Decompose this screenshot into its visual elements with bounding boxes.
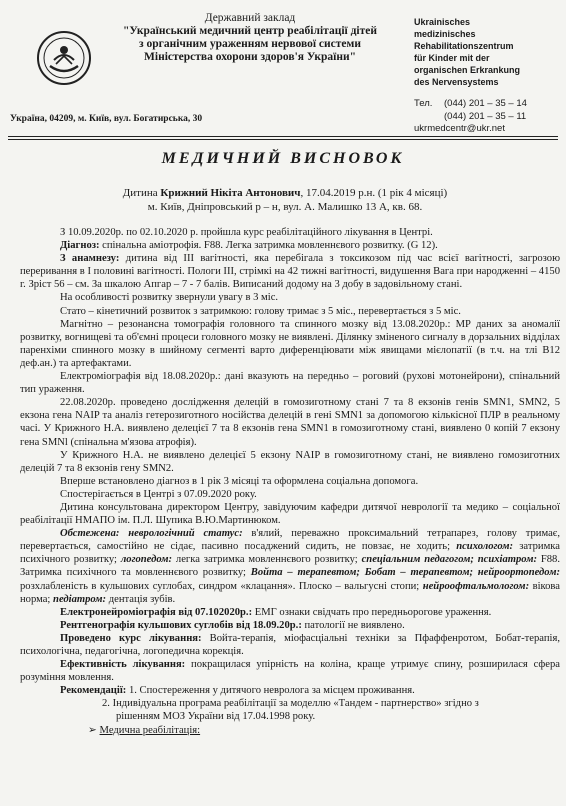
tel-1: (044) 201 – 35 – 14 (444, 98, 527, 109)
diagnosis-text: спінальна аміотрофія. F88. Легка затримка мовленнєвого розвитку. (G 12). (99, 240, 438, 252)
de-line: medizinisches (414, 29, 476, 39)
de-line: Ukrainisches (414, 17, 471, 27)
exam-label: Обстежена: (60, 528, 120, 540)
logo-text: легка затримка мовленнєвого розвитку; (172, 554, 358, 566)
anamnesis-label: З анамнезу: (60, 253, 120, 265)
neuroorth-label: нейроортопедом: (477, 567, 560, 579)
recommendation-2-line-2: рішенням МОЗ України від 17.04.1998 року. (116, 711, 316, 723)
consultation: Дитина консультована директором Центру, завідуючим кафедри дитячої неврології та медико – соціальної реабілітації НМАПО ім. П.Л. Шупика В.Ю.Мартинюком. (20, 501, 560, 527)
org-line-4: Міністерства охорони здоров'я України" (144, 51, 356, 63)
course-text: Войта-терапія, міофасціальні техніки за Пфаффенротом, Бобат-терапія, психологічна, педагогічна, логопедична корекція. (20, 632, 560, 657)
effectiveness-label: Ефективність лікування: (60, 659, 186, 671)
de-line: organischen Erkrankung (414, 65, 521, 75)
contact-block (414, 98, 527, 136)
header-divider (8, 136, 558, 137)
xray-text: патології не виявлено. (301, 619, 405, 631)
arrow-bullet-icon: ➢ (88, 724, 97, 736)
de-line: des Nervensystems (414, 77, 499, 87)
org-line-1: Державний заклад (204, 12, 296, 24)
psychiat-label: психіатром: (477, 554, 537, 566)
course-dates: З 10.09.2020р. по 02.10.2020 р. пройшла курс реабілітаційного лікування в Центрі. (60, 227, 433, 238)
development-note: На особливості розвитку звернули увагу в 3 міс. (60, 292, 279, 304)
org-name-german (414, 16, 560, 88)
psych-text: затримка психічного розвитку; (20, 541, 560, 566)
header-divider-thin (8, 139, 558, 140)
stato-kinetic: Стато – кінетичний розвиток з затримкою: голову тримає з 5 міс., перевертається з 5 міс. (60, 305, 461, 317)
first-diagnosis: Вперше встановлено діагноз в 1 рік 3 місяці та оформлена соціальна допомога. (60, 475, 419, 487)
bobath-label: Бобат – терапевтом; (364, 567, 473, 579)
tel-label: Тел. (414, 98, 433, 109)
email: ukrmedcentr@ukr.net (414, 123, 505, 134)
org-line-2: "Український медичний центр реабілітації дітей (123, 25, 377, 37)
spec-label: спеціальним педагогом; (361, 554, 474, 566)
org-name-block (100, 12, 400, 64)
enmg-text: ЕМГ ознаки свідчать про передньороговe ураження. (252, 606, 492, 618)
neuroorth-text: розхлабленість в кульшових суглобах, синдром «клацання». Плоско – вальгусні стопи; (20, 580, 420, 592)
patient-prefix: Дитина (122, 187, 158, 199)
ped-label: педіатром: (53, 593, 107, 605)
address: Україна, 04209, м. Київ, вул. Богатирська, 30 (10, 114, 203, 124)
recommendations-label: Рекомендації: (60, 685, 127, 697)
recommendation-2-cont (20, 710, 560, 723)
xray-label: Рентгенографія кульшових суглобів від 18.09.20р.: (60, 619, 302, 631)
patient-name: Крижний Нікіта Антонович (160, 187, 301, 199)
recommendation-2 (20, 697, 560, 710)
vojta-label: Войта – терапевтом; (250, 567, 360, 579)
anamnesis-text: дитина від ІІІ вагітності, яка перебігала з токсикозом під час всієї вагітності, загрозою переривання в І половині вагітності. Пологи ІІІ, стрімкі на 42 тижні вагітності, видушення Вага при народженні – 4150 г. Зріст 56 – см. За шкалою Апгар – 7 - 7 балів. Виписаний додому на 3 добу в задовільному стані. (20, 253, 561, 291)
psych-label: психологом: (456, 541, 514, 553)
emg-result: Електроміографія від 18.08.2020р.: дані вказують на передньо – роговий (рухові мотонейрони), спінальний тип ураження. (20, 371, 560, 396)
de-line: für Kinder mit der (414, 53, 490, 63)
neurooph-text: вікова норма; (20, 580, 560, 605)
logo-label: логопедом: (120, 554, 173, 566)
mrt-result: Магнітно – резонансна томографія головного та спинного мозку від 13.08.2020р.: МР даних за аномалії розвитку, вогнищеві та об'ємні процеси головного мозку не виявлені. Ділянку зміненого сигналу в дорзальних відділах паренхіми спинного мозку в шийному сегменті варто диференціювати між явищами мієлопатії (в т.ч. на тлі В12 деф.ан.) та артефактами. (20, 318, 560, 369)
medical-rehab-heading: Медична реабілітація: (99, 724, 201, 736)
neuro-text: в'ялий, переважно проксимальний тетрапарез, голову тримає, перевертається, самостійно не сідає, пасивно посаджений сидить, не повзає, не ходить; (20, 528, 560, 553)
patient-info (20, 186, 550, 214)
neuro-label: неврологічний статус: (128, 528, 243, 540)
patient-address: м. Київ, Дніпровський р – н, вул. А. Малишко 13 А, кв. 68. (147, 201, 423, 213)
patient-dob: , 17.04.2019 р.н. (1 рік 4 місяці) (300, 187, 448, 199)
psychiat-text: F88. Затримка психічного та мовленнєвого розвитку; (20, 554, 560, 579)
recommendation-2-line-1: 2. Індивідуальна програма реабілітації за моделлю «Тандем - партнерство» згідно з (102, 698, 479, 710)
page-title: МЕДИЧНИЙ ВИСНОВОК (161, 150, 405, 167)
seal-logo-icon (36, 30, 92, 86)
effectiveness-text: покращилася упірність на коліна, краще утримує спину, розширилася сфера розуміння мовлення. (20, 659, 560, 684)
de-line: Rehabilitationszentrum (414, 41, 514, 51)
genetic-result: 22.08.2020р. проведено дослідження делецій в гомозиготному стані 7 та 8 екзонів генів SMN1, SMN2, 5 екзона гена NAIP та аналіз гетерозиготного носійства делецій в гені SMN1 за допомогою кількісної ПЛР в реальному часі. У Крижного Н.А. виявлено делецієї 7 та 8 екзонів гена SMN1 в гомозиготному стані, виявлено 0 копій 7 екзону гена SMNl (спінальна м'язова атрофія). (20, 397, 560, 448)
tel-2: (044) 201 – 35 – 11 (444, 110, 527, 122)
recommendation-1: 1. Спостереження у дитячого невролога за місцем проживання. (128, 685, 415, 697)
course-label: Проведено курс лікування: (60, 632, 202, 644)
document-body (20, 226, 560, 737)
ped-text: дентація зубів. (106, 593, 176, 605)
org-line-3: з органічним ураженням нервової системи (139, 38, 361, 50)
neurooph-label: нейроофтальмологом: (422, 580, 530, 592)
observation: Спостерігається в Центрі з 07.09.2020 року. (60, 488, 257, 500)
naip-result: У Крижного Н.А. не виявлено делецієї 5 екзону NAIP в гомозиготному стані, не виявлено гомозиготних делецій 7 та 8 екзонів гену SMN2. (20, 449, 560, 474)
enmg-label: Електронейроміографія від 07.102020р.: (60, 606, 253, 618)
diagnosis-label: Діагноз: (60, 240, 100, 252)
